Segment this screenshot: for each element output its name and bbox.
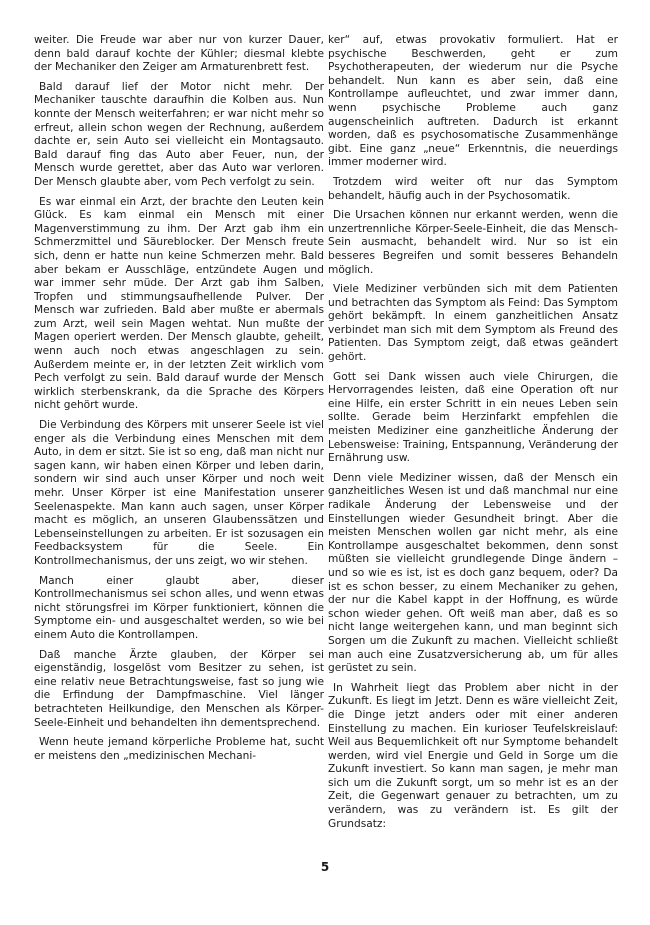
right-text-column <box>328 34 618 837</box>
paragraph: Bald darauf lief der Motor nicht mehr. Der Mechaniker tauschte daraufhin die Kolben aus. Nun konnte der Mensch weiterfahren; er war nicht mehr so erfreut, allein schon wegen der Rechnung, außerdem dachte er, sein Auto sei vielleicht ein Montagsauto. Bald darauf fing das Auto aber Feuer, nun, der Mensch wurde gerettet, aber das Auto war verloren. Der Mensch glaubte aber, vom Pech verfolgt zu sein. <box>34 80 324 188</box>
paragraph: ker“ auf, etwas provokativ formuliert. Hat er psychische Beschwerden, geht er zum Psychotherapeuten, der wiederum nur die Psyche behandelt. Nun kann es aber sein, daß eine Kontrollampe aufleuchtet, und zwar immer dann, wenn psychische Probleme auch ganz augenscheinlich auftreten. Dadurch ist erkannt worden, daß es psychosomatische Zusammenhänge gibt. Eine ganz „neue“ Erkenntnis, die neuerdings immer moderner wird. <box>328 34 618 169</box>
paragraph: Trotzdem wird weiter oft nur das Symptom behandelt, häufig auch in der Psychosomatik. <box>328 175 618 202</box>
paragraph: Wenn heute jemand körperliche Probleme hat, sucht er meistens den „medizinischen Mechani- <box>34 736 324 762</box>
paragraph: weiter. Die Freude war aber nur von kurzer Dauer, denn bald darauf kochte der Kühler; diesmal klebte der Mechaniker den Zeiger am Armaturenbrett fest. <box>34 34 324 74</box>
paragraph: Es war einmal ein Arzt, der brachte den Leuten kein Glück. Es kam einmal ein Mensch mit einer Magenverstimmung zu ihm. Der Arzt gab ihm ein Schmerzmittel und Säureblocker. Der Mensch freute sich, denn er hatte nun keine Schmerzen mehr. Bald aber bekam er Ausschläge, entzündete Augen und war immer sehr müde. Der Arzt gab ihm Salben, Tropfen und stimmungsaufhellende Pulver. Der Mensch war zufrieden. Bald aber mußte er abermals zum Arzt, weil sein Magen wehtat. Nun mußte der Magen operiert werden. Der Mensch glaubte, geheilt, wenn auch noch etwas angeschlagen zu sein. Außerdem meinte er, in der letzten Zeit wirklich vom Pech verfolgt zu sein. Bald darauf wurde der Mensch wirklich sterbenskrank, da die Sprache des Körpers nicht gehört wurde. <box>34 195 324 412</box>
paragraph: Die Verbindung des Körpers mit unserer Seele ist viel enger als die Verbindung eines Menschen mit dem Auto, in dem er sitzt. Sie ist so eng, daß man nicht nur sagen kann, wir haben einen Körper und leben darin, sondern wir sind auch unser Körper und noch weit mehr. Unser Körper ist eine Manifestation unserer Seelenaspekte. Man kann auch sagen, unser Körper macht es möglich, an unseren Glaubenssätzen und Lebenseinstellungen zu arbeiten. Er ist sozusagen ein Feedbacksystem für die Seele. Ein Kontrollmechanismus, der uns zeigt, wo wir stehen. <box>34 419 324 567</box>
paragraph: In Wahrheit liegt das Problem aber nicht in der Zukunft. Es liegt im Jetzt. Denn es wäre vielleicht Zeit, die Dinge jetzt anders oder mit einer anderen Einstellung zu machen. Ein kurioser Teufelskreislauf: Weil aus Bequemlichkeit oft nur Symptome behandelt werden, wird viel Energie und Geld in Sorge um die Zukunft investiert. So kann man sagen, je mehr man sich um die Zukunft sorgt, um so mehr ist es an der Zeit, die Gegenwart genauer zu betrachten, um zu verändern, was zu verändern ist. Es gilt der Grundsatz: <box>328 681 618 830</box>
paragraph: Denn viele Mediziner wissen, daß der Mensch ein ganzheitliches Wesen ist und daß manchmal nur eine radikale Änderung der Lebensweise und der Einstellungen wieder Gesundheit bringt. Aber die meisten Menschen wollen gar nicht mehr, als eine Kontrollampe ausgeschaltet bekommen, denn sonst müßten sie vielleicht grundlegende Dinge ändern – und so wie es ist, ist es doch ganz bequem, oder? Da ist es schon besser, zu einem Mechaniker zu gehen, der nur die Kabel kappt in der Hoffnung, es würde schon wieder gehen. Oft weiß man aber, daß es so nicht lange weitergehen kann, und man beginnt sich Sorgen um die Zukunft zu machen. Vielleicht schließt man auch eine Zusatzversicherung ab, um für alles gerüstet zu sein. <box>328 471 618 675</box>
paragraph: Viele Mediziner verbünden sich mit dem Patienten und betrachten das Symptom als Feind: Das Symptom gehört bekämpft. In einem ganzheitlichen Ansatz verbindet man sich mit dem Symptom als Freund des Patienten. Das Symptom zeigt, daß etwas geändert gehört. <box>328 283 618 364</box>
paragraph: Die Ursachen können nur erkannt werden, wenn die unzertrennliche Körper-Seele-Einheit, die das Mensch-Sein ausmacht, behandelt wird. Nur so ist ein besseres Begreifen und somit besseres Behandeln möglich. <box>328 209 618 276</box>
paragraph: Manch einer glaubt aber, dieser Kontrollmechanismus sei schon alles, und wenn etwas nicht störungsfrei im Körper funktioniert, können die Symptome ein- und ausgeschaltet werden, so wie bei einem Auto die Kontrollampen. <box>34 574 324 641</box>
left-text-column <box>34 34 324 769</box>
paragraph: Gott sei Dank wissen auch viele Chirurgen, die Hervorragendes leisten, daß eine Operation oft nur eine Hilfe, ein erster Schritt in ein neues Leben sein sollte. Gerade beim Herzinfarkt empfehlen die meisten Mediziner eine ganzheitliche Änderung der Lebensweise: Training, Entspannung, Veränderung der Ernährung usw. <box>328 370 618 465</box>
page-number: 5 <box>320 860 330 874</box>
paragraph: Daß manche Ärzte glauben, der Körper sei eigenständig, losgelöst vom Besitzer zu sehen, ist eine relativ neue Betrachtungsweise, fast so jung wie die Erfindung der Dampfmaschine. Viel länger betrachteten Heilkundige, den Menschen als Körper-Seele-Einheit und behandelten ihn dementsprechend. <box>34 648 324 729</box>
